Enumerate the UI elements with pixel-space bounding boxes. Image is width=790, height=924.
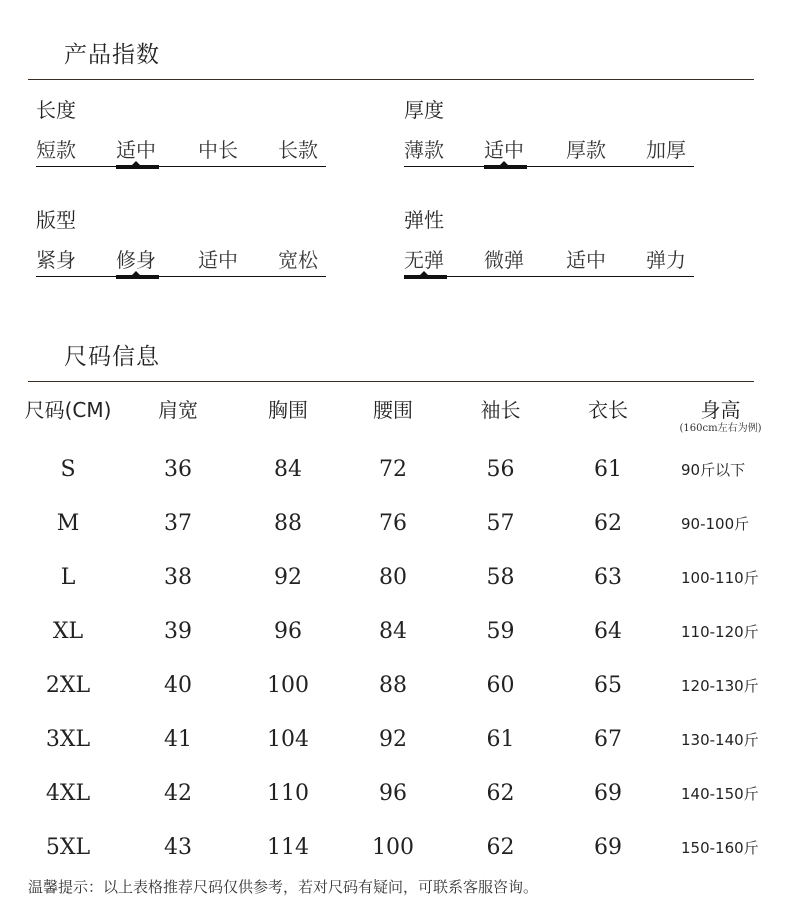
- attr-scale: [404, 246, 694, 277]
- size-table: [18, 390, 778, 874]
- cell-sleeve: 60: [486, 672, 515, 698]
- cell-shoulder: 43: [164, 834, 192, 860]
- header-waist: 腰围: [373, 398, 413, 422]
- cell-size: 4XL: [45, 780, 91, 806]
- cell-weight: 120-130斤: [681, 676, 759, 695]
- cell-size: 2XL: [45, 672, 91, 698]
- attr-scale: [36, 136, 326, 167]
- cell-length: 63: [594, 564, 622, 590]
- cell-chest: 88: [274, 510, 302, 536]
- cell-waist: 92: [379, 726, 407, 752]
- cell-waist: 96: [379, 780, 407, 806]
- cell-shoulder: 41: [164, 726, 192, 752]
- header-length: 衣长: [588, 398, 628, 422]
- option-medium-stretch: 适中: [566, 248, 606, 272]
- header-sleeve: 袖长: [480, 398, 521, 422]
- option-loose: 宽松: [278, 248, 318, 272]
- cell-sleeve: 57: [486, 510, 515, 536]
- cell-size: 3XL: [45, 726, 91, 752]
- option-mid-long: 中长: [198, 138, 238, 162]
- cell-weight: 130-140斤: [681, 730, 759, 749]
- attr-label: 弹性: [404, 208, 444, 232]
- cell-length: 65: [594, 672, 622, 698]
- option-short: 短款: [36, 138, 76, 162]
- cell-size: 5XL: [45, 834, 91, 860]
- option-slim-selected: 修身: [116, 248, 156, 272]
- cell-length: 67: [594, 726, 622, 752]
- cell-shoulder: 39: [164, 618, 192, 644]
- attr-label: 版型: [36, 208, 76, 232]
- table-row: [18, 766, 778, 820]
- cell-size: M: [56, 510, 80, 536]
- size-info-title: 尺码信息: [64, 344, 160, 370]
- cell-shoulder: 36: [164, 456, 192, 482]
- attr-fit: [36, 206, 336, 277]
- cell-sleeve: 59: [486, 618, 515, 644]
- cell-chest: 104: [267, 726, 309, 752]
- cell-waist: 88: [379, 672, 407, 698]
- table-row: [18, 604, 778, 658]
- cell-sleeve: 56: [486, 456, 515, 482]
- cell-shoulder: 40: [164, 672, 192, 698]
- section-divider: [28, 79, 754, 80]
- option-long: 长款: [278, 138, 318, 162]
- table-row: [18, 658, 778, 712]
- cell-chest: 96: [274, 618, 302, 644]
- attr-label: 厚度: [404, 98, 444, 122]
- cell-weight: 100-110斤: [681, 568, 759, 587]
- cell-sleeve: 61: [486, 726, 515, 752]
- cell-sleeve: 62: [486, 780, 515, 806]
- table-row: [18, 820, 778, 874]
- cell-length: 62: [594, 510, 622, 536]
- cell-size: S: [60, 456, 76, 482]
- attr-thickness: [404, 96, 704, 167]
- attr-label: 长度: [36, 98, 76, 122]
- option-slight-stretch: 微弹: [484, 248, 524, 272]
- cell-shoulder: 38: [164, 564, 192, 590]
- table-row: [18, 550, 778, 604]
- option-medium-selected: 适中: [484, 138, 524, 162]
- cell-sleeve: 62: [486, 834, 515, 860]
- cell-length: 64: [594, 618, 622, 644]
- header-shoulder: 肩宽: [158, 398, 198, 422]
- table-row: [18, 442, 778, 496]
- table-row: [18, 712, 778, 766]
- cell-weight: 110-120斤: [681, 622, 759, 641]
- header-height-note: (160cm左右为例): [679, 423, 762, 434]
- cell-weight: 140-150斤: [681, 784, 759, 803]
- option-regular: 适中: [198, 248, 238, 272]
- cell-chest: 110: [267, 780, 309, 806]
- cell-size: XL: [52, 618, 84, 644]
- cell-chest: 114: [267, 834, 309, 860]
- cell-waist: 100: [372, 834, 414, 860]
- header-size: 尺码(CM): [24, 398, 112, 422]
- cell-size: L: [60, 564, 76, 590]
- section-divider: [28, 381, 754, 382]
- option-extra-thick: 加厚: [646, 138, 686, 162]
- cell-length: 69: [594, 834, 622, 860]
- option-no-stretch-selected: 无弹: [404, 248, 444, 272]
- option-thin: 薄款: [404, 138, 444, 162]
- cell-chest: 84: [274, 456, 302, 482]
- table-header-row: [18, 390, 778, 442]
- option-tight: 紧身: [36, 248, 76, 272]
- header-chest: 胸围: [268, 398, 308, 422]
- cell-waist: 72: [379, 456, 407, 482]
- attr-scale: [404, 136, 694, 167]
- option-stretch: 弹力: [646, 248, 686, 272]
- cell-waist: 84: [379, 618, 407, 644]
- cell-shoulder: 37: [164, 510, 192, 536]
- cell-weight: 90-100斤: [681, 514, 750, 533]
- header-height: [663, 390, 778, 442]
- cell-length: 69: [594, 780, 622, 806]
- cell-length: 61: [594, 456, 622, 482]
- cell-weight: 150-160斤: [681, 838, 759, 857]
- attr-length: [36, 96, 336, 167]
- footer-note: 温馨提示：以上表格推荐尺码仅供参考，若对尺码有疑问，可联系客服咨询。: [28, 878, 539, 896]
- option-thick: 厚款: [566, 138, 606, 162]
- attr-elasticity: [404, 206, 704, 277]
- cell-waist: 76: [379, 510, 407, 536]
- cell-chest: 92: [274, 564, 302, 590]
- header-height-label: 身高: [700, 398, 741, 422]
- cell-waist: 80: [379, 564, 407, 590]
- product-index-title: 产品指数: [64, 42, 160, 68]
- cell-sleeve: 58: [486, 564, 515, 590]
- attr-scale: [36, 246, 326, 277]
- cell-weight: 90斤以下: [681, 460, 746, 479]
- option-medium-selected: 适中: [116, 138, 156, 162]
- table-row: [18, 496, 778, 550]
- cell-chest: 100: [267, 672, 309, 698]
- cell-shoulder: 42: [164, 780, 192, 806]
